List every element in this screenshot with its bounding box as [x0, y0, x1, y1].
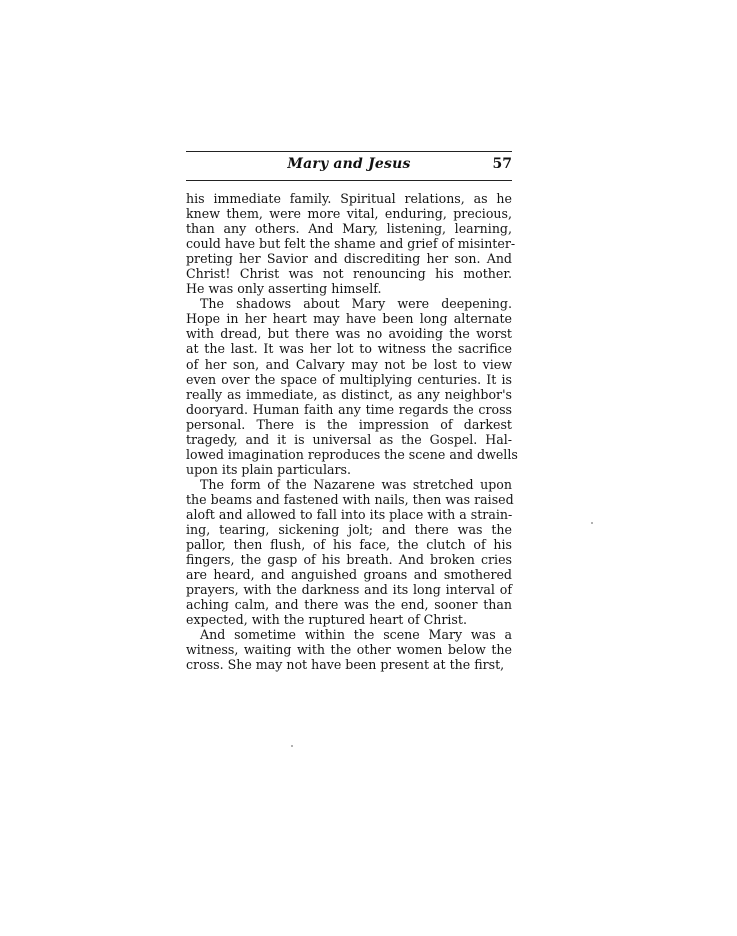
text-line: could have but felt the shame and grief of misinter- [186, 236, 516, 252]
text-line: fingers, the gasp of his breath. And broken cries [186, 552, 512, 568]
text-line: Christ! Christ was not renouncing his mother. [186, 266, 512, 282]
text-line: prayers, with the darkness and its long interval of [186, 582, 512, 598]
text-line: ing, tearing, sickening jolt; and there was the [186, 522, 512, 538]
text-line: personal. There is the impression of darkest [186, 416, 512, 432]
text-line: are heard, and anguished groans and smothered [186, 567, 512, 583]
text-line: witness, waiting with the other women below the [186, 642, 512, 658]
text-line: knew them, were more vital, enduring, precious, [186, 206, 512, 222]
running-title: Mary and Jesus [287, 156, 411, 172]
text-line: Hope in her heart may have been long alternate [186, 311, 512, 327]
header-rule-bottom [186, 180, 512, 181]
text-line: And sometime within the scene Mary was a [200, 627, 512, 643]
text-line: the beams and fastened with nails, then was raised [186, 491, 514, 507]
running-header [186, 154, 512, 178]
text-line: at the last. It was her lot to witness the sacrifice [186, 341, 512, 357]
text-line: The shadows about Mary were deepening. [200, 296, 512, 312]
header-rule-top [186, 151, 512, 152]
text-line: expected, with the ruptured heart of Christ. [186, 612, 467, 628]
text-line: than any others. And Mary, listening, learning, [186, 221, 512, 237]
text-line: with dread, but there was no avoiding the worst [186, 326, 512, 342]
text-line: aching calm, and there was the end, sooner than [186, 597, 512, 613]
paragraph [186, 191, 516, 297]
paper-speck [291, 745, 293, 747]
paragraph [186, 296, 518, 477]
text-line: preting her Savior and discrediting her son. And [186, 251, 512, 267]
paragraph [186, 627, 512, 672]
text-line: of her son, and Calvary may not be lost to view [186, 356, 512, 372]
text-line: really as immediate, as distinct, as any neighbor's [186, 386, 512, 402]
text-line: even over the space of multiplying centuries. It is [186, 371, 512, 387]
text-line: pallor, then flush, of his face, the clutch of his [186, 537, 512, 553]
paragraph [186, 477, 512, 627]
paper-speck [591, 522, 593, 524]
text-line: dooryard. Human faith any time regards the cross [186, 401, 512, 417]
text-line: He was only asserting himself. [186, 281, 382, 297]
text-line: The form of the Nazarene was stretched upon [200, 476, 512, 492]
body-text [186, 191, 518, 673]
text-line: aloft and allowed to fall into its place with a strain- [186, 506, 513, 522]
page-number: 57 [492, 156, 512, 172]
text-line: upon its plain particulars. [186, 461, 352, 477]
text-line: cross. She may not have been present at the first, [186, 657, 505, 673]
text-line: tragedy, and it is universal as the Gospel. Hal- [186, 431, 512, 447]
text-line: his immediate family. Spiritual relations, as he [186, 191, 512, 206]
text-line: lowed imagination reproduces the scene and dwells [186, 446, 518, 462]
